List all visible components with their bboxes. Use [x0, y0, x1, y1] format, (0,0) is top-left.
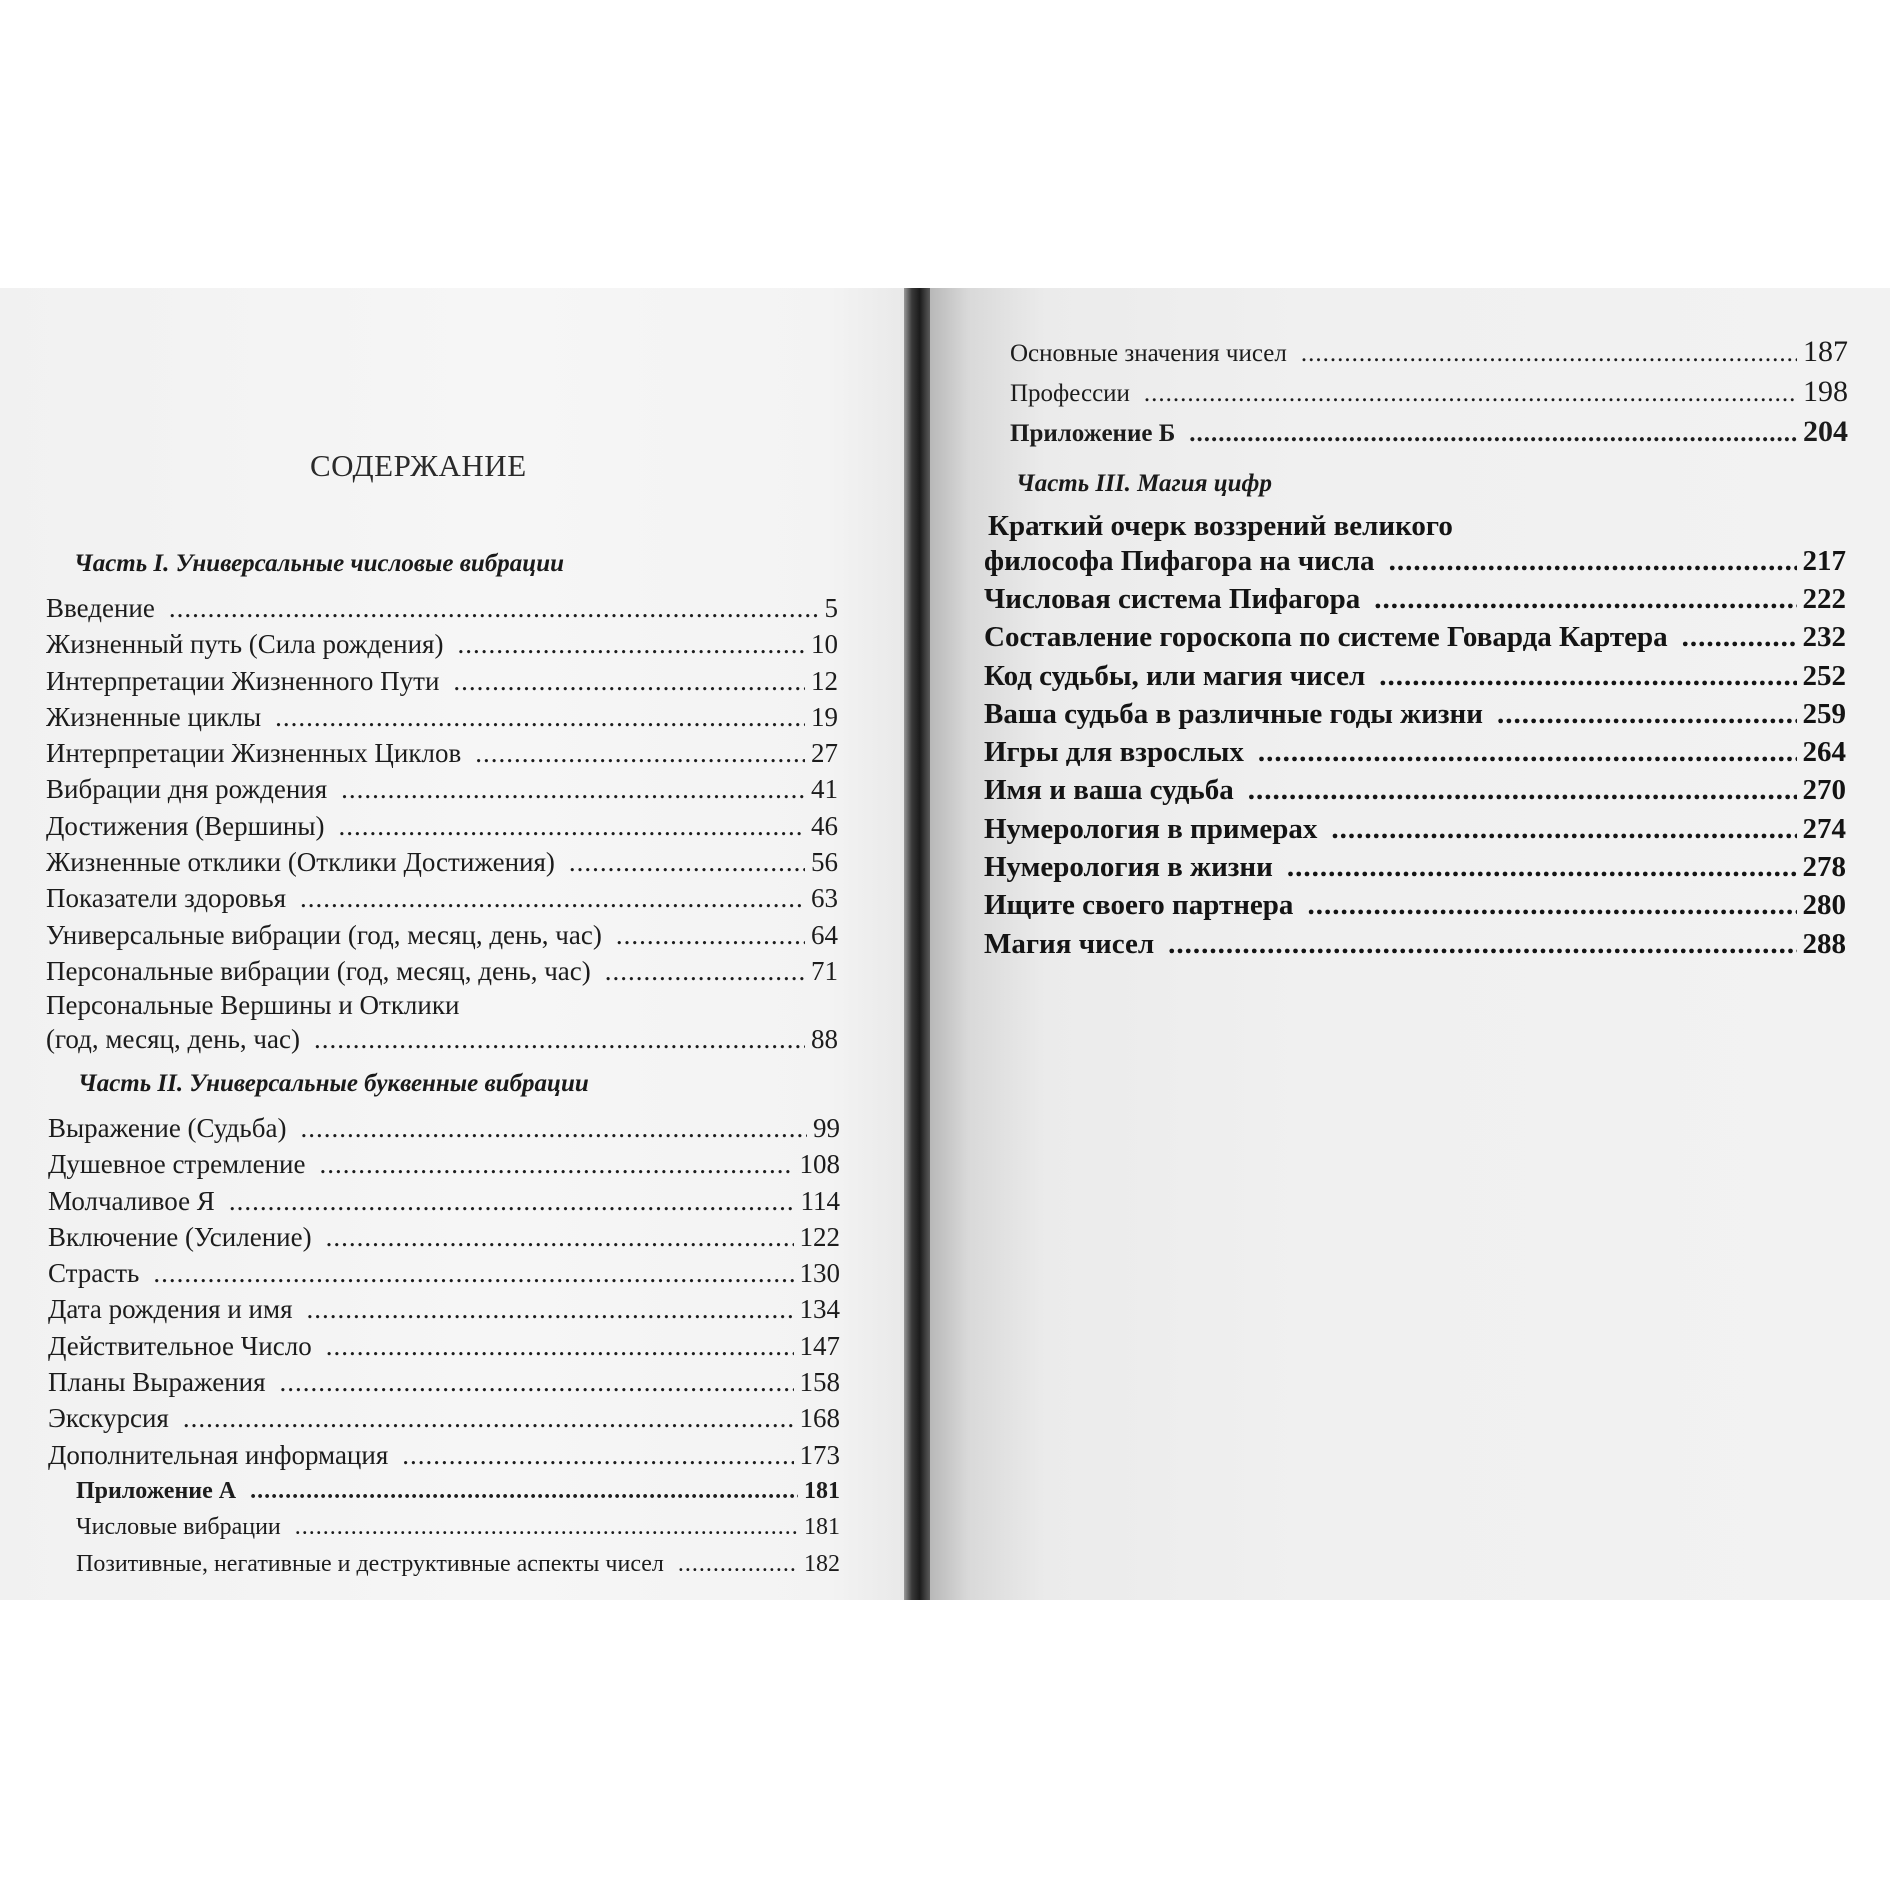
toc-entry: Экскурсия ..... 168	[48, 1400, 840, 1436]
toc-entry: Код судьбы, или магия чисел ..... 252	[984, 657, 1846, 695]
toc-entry: Интерпретации Жизненных Циклов ..... 27	[46, 735, 838, 771]
part-1-toc	[46, 590, 838, 1057]
toc-entry: Дата рождения и имя ..... 134	[48, 1291, 840, 1327]
toc-entry: Включение (Усиление) ..... 122	[48, 1219, 840, 1255]
toc-entry: Краткий очерк воззрений великого философа Пифагора на числа ..... 217	[984, 510, 1846, 580]
toc-entry: Магия чисел ..... 288	[984, 925, 1846, 963]
toc-entry: Дополнительная информация ..... 173	[48, 1437, 840, 1473]
toc-entry: Достижения (Вершины) ..... 46	[46, 808, 838, 844]
toc-entry: Действительное Число ..... 147	[48, 1328, 840, 1364]
toc-entry: Нумерология в жизни ..... 278	[984, 848, 1846, 886]
toc-entry: Имя и ваша судьба ..... 270	[984, 771, 1846, 809]
toc-entry: Ищите своего партнера ..... 280	[984, 886, 1846, 924]
toc-entry: Числовая система Пифагора ..... 222	[984, 580, 1846, 618]
toc-entry: Введение ..... 5	[46, 590, 838, 626]
toc-entry: Душевное стремление ..... 108	[48, 1146, 840, 1182]
contents-heading: СОДЕРЖАНИЕ	[310, 448, 527, 483]
toc-entry: Игры для взрослых ..... 264	[984, 733, 1846, 771]
book-spine	[904, 288, 930, 1600]
part-2-toc	[48, 1110, 840, 1582]
toc-entry: Профессии ..... 198	[1010, 372, 1848, 412]
toc-entry: Молчаливое Я ..... 114	[48, 1183, 840, 1219]
toc-entry: Страсть ..... 130	[48, 1255, 840, 1291]
toc-entry-appendix-b: Приложение Б ..... 204	[1010, 412, 1848, 452]
toc-entry: Персональные вибрации (год, месяц, день, час) ..... 71	[46, 953, 838, 989]
toc-entry: Жизненный путь (Сила рождения) ..... 10	[46, 626, 838, 662]
right-top-toc	[1010, 332, 1848, 452]
toc-entry: Персональные Вершины и Отклики (год, месяц, день, час) ..... 88	[46, 989, 838, 1057]
toc-entry: Интерпретации Жизненного Пути ..... 12	[46, 663, 838, 699]
toc-entry: Жизненные циклы ..... 19	[46, 699, 838, 735]
toc-entry: Нумерология в примерах ..... 274	[984, 810, 1846, 848]
toc-entry: Универсальные вибрации (год, месяц, день, час) ..... 64	[46, 917, 838, 953]
toc-entry: Числовые вибрации ..... 181	[48, 1509, 840, 1545]
part-3-title: Часть III. Магия цифр	[1016, 470, 1272, 497]
part-3-toc	[984, 510, 1846, 963]
part-2-title: Часть II. Универсальные буквенные вибрации	[78, 1070, 589, 1097]
left-page	[0, 288, 904, 1600]
toc-entry: Позитивные, негативные и деструктивные аспекты чисел ..... 182	[48, 1546, 840, 1582]
right-page	[930, 288, 1890, 1600]
part-1-title: Часть I. Универсальные числовые вибрации	[74, 550, 565, 577]
toc-entry-appendix-a: Приложение А ..... 181	[48, 1473, 840, 1509]
toc-entry: Жизненные отклики (Отклики Достижения) ..... 56	[46, 844, 838, 880]
toc-entry: Ваша судьба в различные годы жизни ..... 259	[984, 695, 1846, 733]
toc-entry: Планы Выражения ..... 158	[48, 1364, 840, 1400]
toc-entry: Вибрации дня рождения ..... 41	[46, 771, 838, 807]
toc-entry: Выражение (Судьба) ..... 99	[48, 1110, 840, 1146]
toc-entry: Основные значения чисел ..... 187	[1010, 332, 1848, 372]
toc-entry: Составление гороскопа по системе Говарда Картера ..... 232	[984, 618, 1846, 656]
toc-entry: Показатели здоровья ..... 63	[46, 880, 838, 916]
